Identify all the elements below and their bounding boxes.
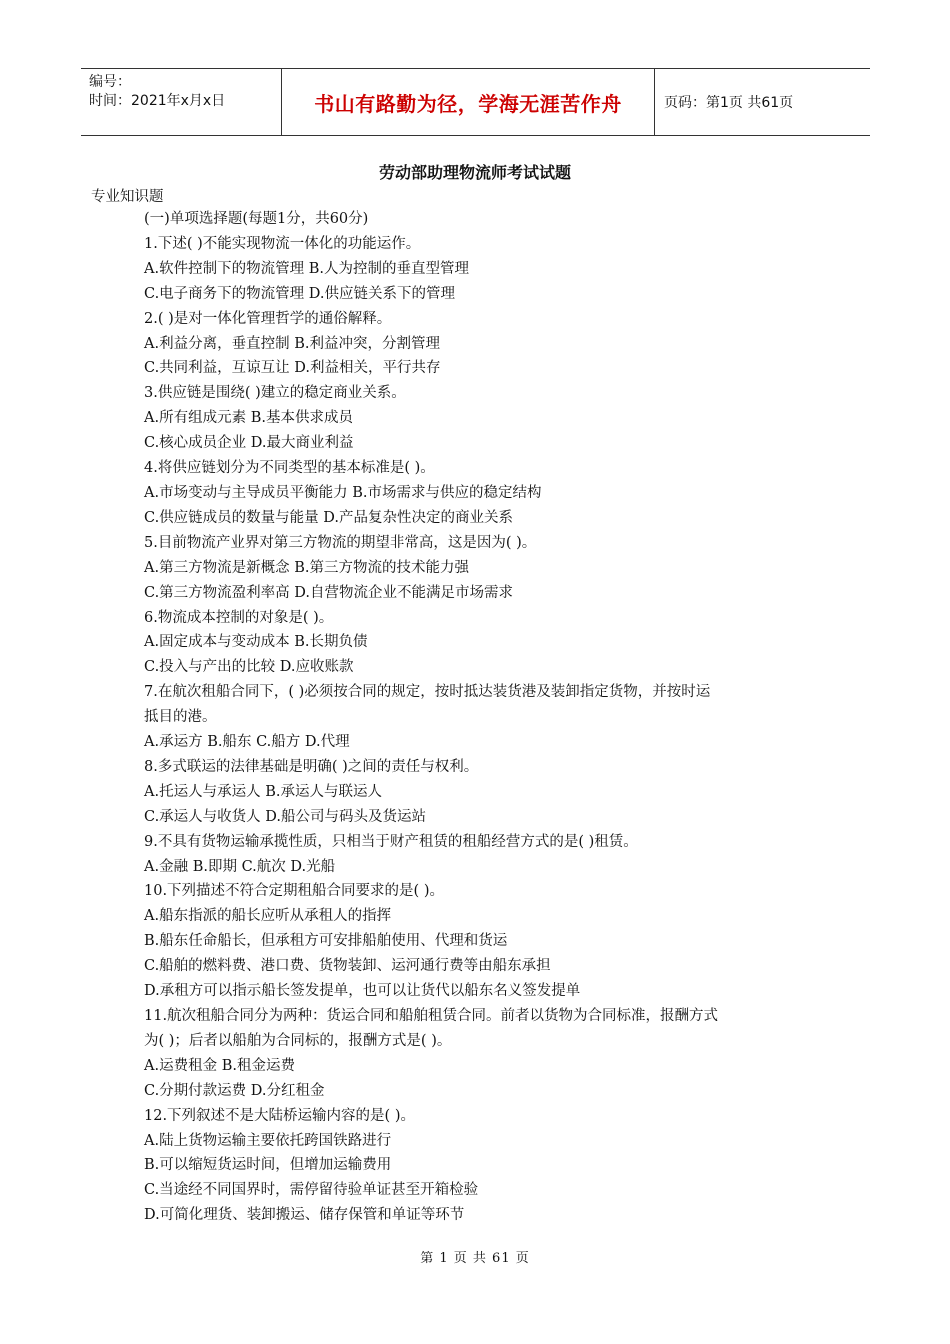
text-line: C.承运人与收货人 D.船公司与码头及货运站 [144,808,427,825]
text-line: A.利益分离，垂直控制 B.利益冲突，分割管理 [144,335,440,352]
text-line: 5.目前物流产业界对第三方物流的期望非常高，这是因为( )。 [144,534,537,551]
text-line: C.分期付款运费 D.分红租金 [144,1082,325,1099]
date-label: 时间：2021年x月x日 [89,93,226,109]
text-line: 8.多式联运的法律基础是明确( )之间的责任与权利。 [144,758,479,775]
text-line: C.船舶的燃料费、港口费、货物装卸、运河通行费等由船东承担 [144,958,551,975]
text-line: 抵目的港。 [144,709,217,726]
question-list [144,207,809,1228]
text-line: 11.航次租船合同分为两种：货运合同和船舶租赁合同。前者以货物为合同标准，报酬方式 [144,1008,719,1024]
text-line: 2.( )是对一体化管理哲学的通俗解释。 [144,310,392,327]
text-line: C.电子商务下的物流管理 D.供应链关系下的管理 [144,285,456,302]
text-line: 6.物流成本控制的对象是( )。 [144,609,334,626]
text-line: 9.不具有货物运输承揽性质，只相当于财产租赁的租船经营方式的是( )租赁。 [144,833,638,850]
text-line: A.软件控制下的物流管理 B.人为控制的垂直型管理 [144,260,469,277]
text-line: B.可以缩短货运时间，但增加运输费用 [144,1157,392,1174]
text-line: 12.下列叙述不是大陆桥运输内容的是( )。 [144,1107,415,1124]
text-line: A.船东指派的船长应听从承租人的指挥 [144,908,392,925]
text-line: 3.供应链是围绕( )建立的稳定商业关系。 [144,385,406,402]
text-line: 7.在航次租船合同下，( )必须按合同的规定，按时抵达装货港及装卸指定货物，并按时运 [144,684,711,701]
text-line: B.船东任命船长，但承租方可安排船舶使用、代理和货运 [144,933,508,950]
code-label: 编号： [89,74,131,90]
text-line: C.当途经不同国界时，需停留待验单证甚至开箱检验 [144,1182,479,1199]
page-info: 页码：第1页 共61页 [664,95,794,111]
text-line: A.第三方物流是新概念 B.第三方物流的技术能力强 [144,559,469,576]
page-footer: 第 1 页 共 61 页 [420,1251,530,1266]
section-label: 专业知识题 [91,189,164,205]
text-line: C.共同利益，互谅互让 D.利益相关，平行共存 [144,360,441,377]
text-line: 1.下述( )不能实现物流一体化的功能运作。 [144,235,421,252]
text-line: C.供应链成员的数量与能量 D.产品复杂性决定的商业关系 [144,509,514,526]
text-line: A.承运方 B.船东 C.船方 D.代理 [144,734,350,751]
document-title: 劳动部助理物流师考试试题 [378,163,571,182]
text-line: 为( )；后者以船舶为合同标的，报酬方式是( )。 [144,1032,452,1049]
text-line: D.承租方可以指示船长签发提单，也可以让货代以船东名义签发提单 [144,983,581,1000]
text-line: A.金融 B.即期 C.航次 D.光船 [144,858,336,875]
text-line: 10.下列描述不符合定期租船合同要求的是( )。 [144,883,444,900]
text-line: 4.将供应链划分为不同类型的基本标准是( )。 [144,460,435,477]
text-line: A.托运人与承运人 B.承运人与联运人 [144,783,382,800]
text-line: A.运费租金 B.租金运费 [144,1057,295,1074]
header-table [81,68,870,136]
text-line: A.所有组成元素 B.基本供求成员 [144,410,353,427]
header-meta-cell [81,69,282,135]
text-line: C.投入与产出的比较 D.应收账款 [144,659,354,676]
text-line: C.核心成员企业 D.最大商业利益 [144,435,354,452]
text-line: D.可简化理货、装卸搬运、储存保管和单证等环节 [144,1207,465,1224]
text-line: A.陆上货物运输主要依托跨国铁路进行 [144,1132,392,1149]
text-line: (一)单项选择题(每题1分，共60分) [144,211,369,227]
text-line: A.固定成本与变动成本 B.长期负债 [144,634,368,651]
text-line: A.市场变动与主导成员平衡能力 B.市场需求与供应的稳定结构 [144,484,542,501]
text-line: C.第三方物流盈利率高 D.自营物流企业不能满足市场需求 [144,584,514,601]
motto: 书山有路勤为径，学海无涯苦作舟 [282,69,655,135]
